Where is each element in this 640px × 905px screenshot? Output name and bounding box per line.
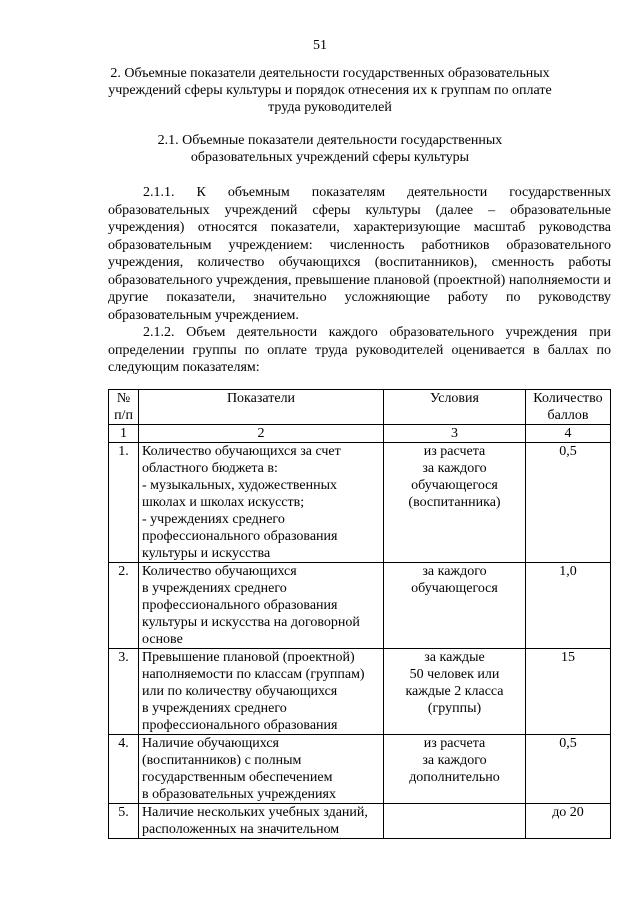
points-cell: 0,5: [526, 443, 611, 563]
table-row: [109, 804, 611, 839]
condition-line: обучающегося: [411, 478, 498, 493]
condition-line: 50 человек или: [409, 667, 500, 682]
header-text: Количество: [533, 391, 603, 406]
condition-line: за каждого: [422, 461, 487, 476]
subsection-heading: [100, 132, 560, 166]
paragraph-2-1-1: 2.1.1. К объемным показателям деятельности государственных образовательных учреждений сферы культуры (далее – образовательные учреждения) относятся показатели, характеризующие масштаб руководства образовательным учреждением: численность работников образовательного учреждения, количество обучающихся (воспитанников), сменность работы образовательного учреждения, превышение плановой (проектной) наполняемости и другие показатели, значительно усложняющие работу по руководству образовательным учреждением.: [108, 185, 611, 323]
indicator-line: профессионального образования: [142, 718, 338, 733]
indicator-line: наполняемости по классам (группам): [142, 667, 365, 682]
table-numbering-row: [109, 425, 611, 443]
row-number-cell: 2.: [109, 563, 139, 649]
subsection-heading-line: 2.1. Объемные показатели деятельности государственных: [157, 133, 503, 148]
row-number-cell: 4.: [109, 735, 139, 804]
condition-line: дополнительно: [409, 770, 500, 785]
condition-cell: [384, 563, 526, 649]
indicator-line: Наличие нескольких учебных зданий,: [142, 805, 368, 820]
table-row: [109, 735, 611, 804]
indicator-cell: [139, 443, 384, 563]
condition-line: (группы): [427, 701, 482, 716]
indicator-line: в учреждениях среднего: [142, 581, 287, 596]
table-header-row: [109, 390, 611, 425]
header-text: баллов: [547, 408, 589, 423]
indicator-line: профессионального образования: [142, 529, 338, 544]
indicators-table: [108, 389, 611, 839]
header-text: №: [116, 391, 131, 406]
numbering-cell: 3: [384, 425, 526, 443]
section-heading-line: учреждений сферы культуры и порядок отнесения их к группам по оплате: [108, 83, 552, 98]
indicator-cell: [139, 735, 384, 804]
row-number-cell: 5.: [109, 804, 139, 839]
numbering-cell: 4: [526, 425, 611, 443]
condition-line: за каждого: [422, 564, 487, 579]
indicator-line: культуры и искусства: [142, 546, 271, 561]
condition-line: за каждые: [424, 650, 485, 665]
condition-line: (воспитанника): [408, 495, 501, 510]
header-cell-points: [526, 390, 611, 425]
indicator-line: Количество обучающихся за счет: [142, 444, 341, 459]
condition-line: каждые 2 класса: [405, 684, 504, 699]
header-cell-indicators: [139, 390, 384, 425]
indicator-line: - учреждениях среднего: [142, 512, 285, 527]
row-number-cell: 1.: [109, 443, 139, 563]
paragraph-2-1-2: 2.1.2. Объем деятельности каждого образовательного учреждения при определении группы по оплате труда руководителей оценивается в баллах по следующим показателям:: [108, 325, 611, 375]
condition-line: обучающегося: [411, 581, 498, 596]
indicator-line: в образовательных учреждениях: [142, 787, 336, 802]
indicator-line: областного бюджета в:: [142, 461, 278, 476]
section-heading: [100, 65, 560, 116]
indicator-line: или по количеству обучающихся: [142, 684, 338, 699]
points-cell: 0,5: [526, 735, 611, 804]
indicator-line: Наличие обучающихся: [142, 736, 279, 751]
header-cell-number: [109, 390, 139, 425]
indicator-line: в учреждениях среднего: [142, 701, 287, 716]
indicator-cell: [139, 649, 384, 735]
header-text: п/п: [114, 408, 133, 423]
row-number-cell: 3.: [109, 649, 139, 735]
indicator-cell: [139, 804, 384, 839]
table-row: [109, 649, 611, 735]
condition-line: из расчета: [423, 444, 486, 459]
section-heading-line: 2. Объемные показатели деятельности государственных образовательных: [110, 66, 550, 81]
table-body: [109, 443, 611, 839]
condition-cell: [384, 649, 526, 735]
condition-cell: [384, 443, 526, 563]
points-cell: до 20: [526, 804, 611, 839]
indicator-line: расположенных на значительном: [142, 822, 340, 837]
condition-line: из расчета: [423, 736, 486, 751]
indicator-line: Количество обучающихся: [142, 564, 297, 579]
subsection-heading-line: образовательных учреждений сферы культуры: [190, 150, 470, 165]
condition-line: за каждого: [422, 753, 487, 768]
indicator-cell: [139, 563, 384, 649]
indicator-line: Превышение плановой (проектной): [142, 650, 355, 665]
indicator-line: государственным обеспечением: [142, 770, 333, 785]
indicator-line: школах и школах искусств;: [142, 495, 305, 510]
header-text: Условия: [430, 391, 479, 406]
table-row: [109, 563, 611, 649]
table-row: [109, 443, 611, 563]
indicator-line: (воспитанников) с полным: [142, 753, 302, 768]
points-cell: 1,0: [526, 563, 611, 649]
condition-cell: [384, 804, 526, 839]
indicator-line: профессионального образования: [142, 598, 338, 613]
indicator-line: - музыкальных, художественных: [142, 478, 338, 493]
section-heading-line: труда руководителей: [268, 100, 392, 115]
header-text: Показатели: [226, 391, 296, 406]
indicator-line: культуры и искусства на договорной: [142, 615, 360, 630]
page-number: 51: [313, 38, 327, 53]
indicator-line: основе: [142, 632, 183, 647]
numbering-cell: 2: [139, 425, 384, 443]
header-cell-conditions: [384, 390, 526, 425]
numbering-cell: 1: [109, 425, 139, 443]
points-cell: 15: [526, 649, 611, 735]
condition-cell: [384, 735, 526, 804]
